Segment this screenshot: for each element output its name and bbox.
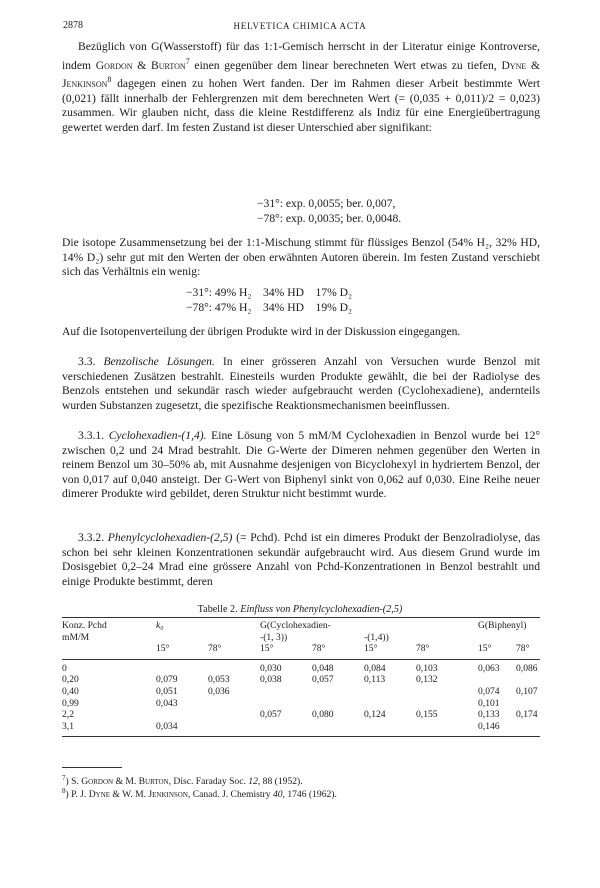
header-k0: k₀ (156, 620, 164, 631)
footnote-8: $^8$) P. J. Dyne & W. M. Jenkinson, Canad. J. Chemistry 40, 1746 (1962). (62, 787, 337, 801)
equation-1-line-1: −31°: exp. 0,0055; ber. 0,007, (257, 197, 396, 210)
paragraph-hydrogen-controversy: Bezüglich von G(Wasserstoff) für das 1:1-Gemisch herrscht in der Literatur einige Kontroverse, indem Gordon & Burton$^7$ einen gegenüber dem linear berechneten Wert etwas zu tiefen, Dyne & Jenkinson$^8$ dagegen einen zu hohen Wert fanden. Der im Rahmen dieser Arbeit bestimmte Wert (0,021) fällt innerhalb der Fehlergrenzen mit dem berechneten Wert (= (0,035 + 0,011)/2 = 0,023) zusammen. Wir glauben nicht, dass die kleine Restdifferenz als Indiz für eine Energieübertragung gewertet werden darf. Im festen Zustand ist dieser Unterschied aber signifikant: (62, 40, 541, 134)
footnote-7: $^7$) S. Gordon & M. Burton, Disc. Faraday Soc. 12, 88 (1952). (62, 774, 303, 788)
table-row: 0,20 0,079 0,053 0,038 0,057 0,113 0,132 (62, 674, 438, 686)
section-3-3-1: 3.3.1. Cyclohexadien-(1,4). Eine Lösung von 5 mM/M Cyclohexadien in Benzol wurde bei 12° zwischen 0,2 und 24 Mrad bestrahlt. Die G-Werte der Dimeren nehmen gegenüber den Werten in reinem Benzol um 30–50% ab, mit Ausnahme desjenigen von Bicyclohexyl in hydriertem Benzol, der von 0,017 auf 0,040 ansteigt. Der G-Wert von Biphenyl sinkt von 0,062 auf 0,030. Eine Reihe neuer dimerer Produkte wird gebildet, deren Struktur nicht bestimmt wurde. (62, 429, 541, 501)
table-row: 3,1 0,034 0,146 (62, 720, 500, 732)
temp-cell: 15° (364, 643, 378, 655)
temp-cell: 78° (312, 643, 326, 655)
temp-cell: 15° (478, 643, 492, 655)
equation-2-line-1: −31°: 49% H₂ 34% HD 17% D₂ (186, 286, 353, 299)
paragraph-isotope-distribution: Auf die Isotopenverteilung der übrigen Produkte wird in der Diskussion eingegangen. (62, 325, 461, 338)
ref-8: 8 (107, 75, 112, 85)
temp-cell: 78° (516, 643, 530, 655)
table-phenylcyclohexadien (62, 620, 540, 737)
ref-7: 7 (185, 56, 190, 66)
footnote-rule (62, 767, 122, 768)
temp-cell: 78° (208, 643, 222, 655)
author-gordon-burton: Gordon & Burton (95, 58, 186, 72)
equation-2-line-2: −78°: 47% H₂ 34% HD 19% D₂ (186, 301, 353, 314)
section-3-3-title: Benzolische Lösungen. (103, 355, 215, 368)
table-row: 2,2 0,057 0,080 0,124 0,155 0,133 0,174 (62, 709, 538, 721)
equation-1-line-2: −78°: exp. 0,0035; ber. 0,0048. (257, 212, 402, 225)
author-dyne-jenkinson: Dyne & Jenkinson (62, 58, 541, 90)
header-mm-m: mM/M (62, 631, 90, 643)
temp-cell: 15° (156, 643, 170, 655)
section-3-3: 3.3. Benzolische Lösungen. In einer grösseren Anzahl von Versuchen wurde Benzol mit verschiedenen Zusätzen bestrahlt. Einesteils wurden Produkte gewählt, die bei der Radiolyse des Benzols entstehen und sekundär rasch wieder aufgebraucht werden (Cyclohexadiene), andernteils wurden Substanzen zugesetzt, die spezifische Reaktionsmechanismen beeinflussen. (62, 355, 540, 412)
table-header-row-2 (62, 632, 540, 644)
table-caption: Tabelle 2. Einfluss von Phenylcyclohexadien-(2,5) (197, 604, 403, 615)
header-konz-pchd: Konz. Pchd (62, 620, 107, 631)
header-cyclo-13: -(1, 3)) (260, 631, 288, 643)
header-g-cyclohexadien: G(Cyclohexadien- (260, 620, 331, 631)
running-title: HELVETICA CHIMICA ACTA (233, 21, 367, 31)
table-row: 0 0,030 0,048 0,084 0,103 0,063 0,086 (62, 662, 538, 674)
header-cyclo-14: -(1,4)) (364, 631, 389, 643)
header-g-biphenyl: G(Biphenyl) (478, 620, 527, 631)
table-header-row-1 (62, 620, 540, 632)
temp-cell: 78° (416, 643, 430, 655)
table-top-rule (62, 617, 540, 618)
table-temp-row (62, 643, 540, 655)
section-3-3-1-title: Cyclohexadien-(1,4). (108, 429, 207, 442)
page-number: 2878 (63, 20, 83, 31)
temp-cell: 15° (260, 643, 274, 655)
section-3-3-2: 3.3.2. Phenylcyclohexadien-(2,5) (= Pchd). Pchd ist ein dimeres Produkt der Benzolradiolyse, das schon bei sehr kleinen Konzentrationen sekundär aufgebraucht wird. Aus diesem Grund wurde im Dosisgebiet 0,2–24 Mrad eine grössere Anzahl von Pchd-Konzentrationen in Benzol bestrahlt und einige Produkte bestimmt, deren (62, 531, 541, 588)
table-row: 0,99 0,043 0,101 (62, 697, 500, 709)
table-row: 0,40 0,051 0,036 0,074 0,107 (62, 685, 538, 697)
section-3-3-2-title: Phenylcyclohexadien-(2,5) (107, 531, 233, 544)
paragraph-isotope-composition: Die isotope Zusammensetzung bei der 1:1-Mischung stimmt für flüssiges Benzol (54% H₂, 32% HD, 14% D₂) sehr gut mit den Werten der oben erwähnten Autoren überein. Im festen Zustand verschiebt sich das Verhältnis ein wenig: (62, 236, 540, 279)
